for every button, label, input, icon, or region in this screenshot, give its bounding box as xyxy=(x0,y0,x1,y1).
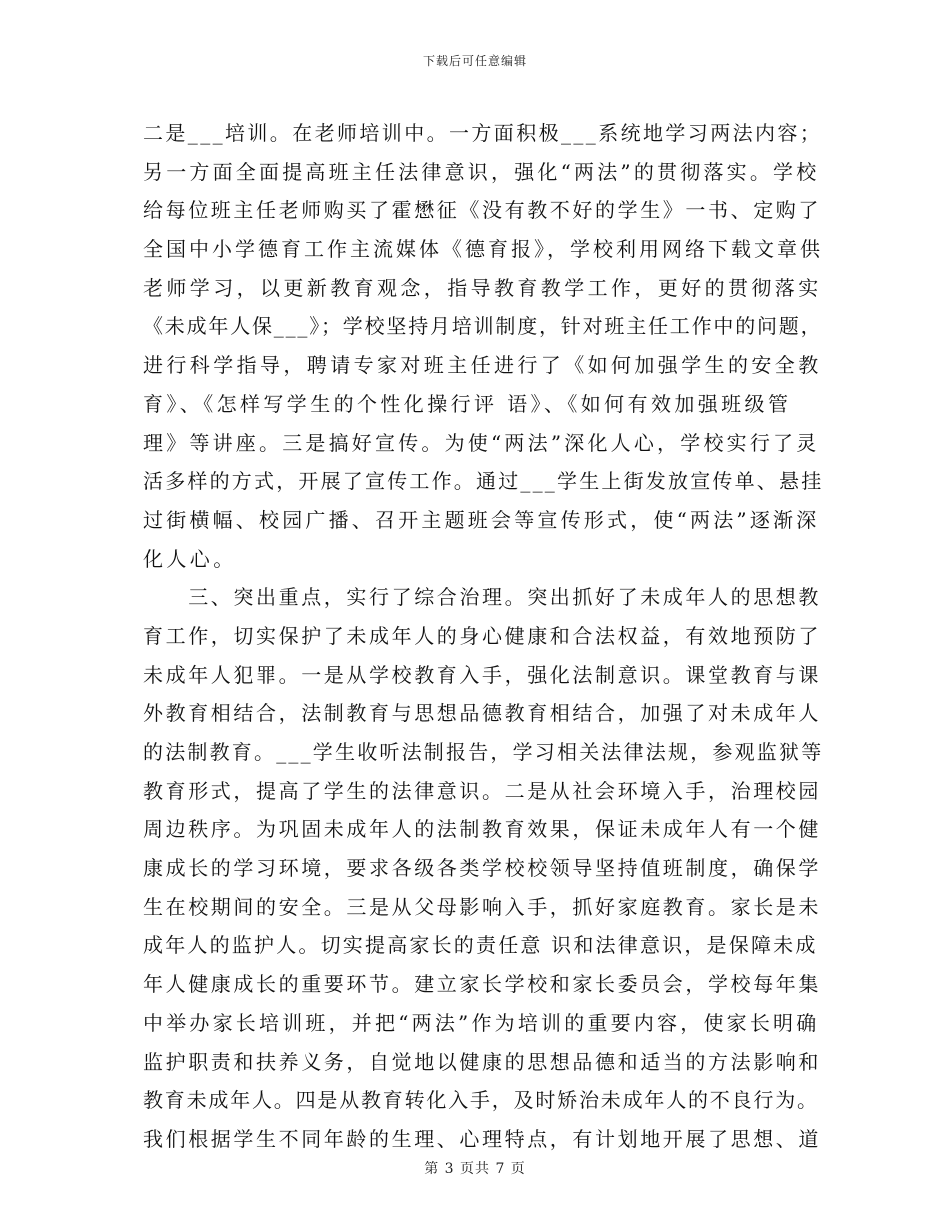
text-line: 给每位班主任老师购买了霍懋征《没有教不好的学生》一书、定购了 xyxy=(143,198,821,223)
text-line: 教育未成年人。四是从教育转化入手，及时矫治未成年人的不良行为。 xyxy=(143,1088,819,1113)
text-line: 理》等讲座。三是搞好宣传。为使“两法”深化人心，学校实行了灵 xyxy=(143,430,820,455)
text-line: 活多样的方式，开展了宣传工作。通过___学生上街发放宣传单、悬挂 xyxy=(143,469,824,494)
text-line: 未成年人犯罪。一是从学校教育入手，强化法制意识。课堂教育与课 xyxy=(143,662,821,687)
text-line: 过街横幅、校园广播、召开主题班会等宣传形式，使“两法”逐渐深 xyxy=(143,507,820,532)
text-line: 周边秩序。为巩固未成年人的法制教育效果，保证未成年人有一个健 xyxy=(143,817,821,842)
text-line: 我们根据学生不同年龄的生理、心理特点，有计划地开展了思想、道 xyxy=(143,1126,821,1151)
text-line: 另一方面全面提高班主任法律意识，强化“两法”的贯彻落实。学校 xyxy=(143,159,820,184)
text-line: 全国中小学德育工作主流媒体《德育报》，学校利用网络下载文章供 xyxy=(143,237,823,262)
text-line: 《未成年人保___》；学校坚持月培训制度，针对班主任工作中的问题， xyxy=(143,314,823,339)
text-line: 老师学习，以更新教育观念，指导教育教学工作，更好的贯彻落实 xyxy=(143,275,822,300)
text-line: 中举办家长培训班，并把“两法”作为培训的重要内容，使家长明确 xyxy=(143,1010,820,1035)
text-line: 生在校期间的安全。三是从父母影响入手，抓好家庭教育。家长是未 xyxy=(143,894,821,919)
text-line: 年人健康成长的重要环节。建立家长学校和家长委员会，学校每年集 xyxy=(143,972,821,997)
text-line: 的法制教育。___学生收听法制报告，学习相关法律法规，参观监狱等 xyxy=(143,740,824,764)
text-line: 育工作，切实保护了未成年人的身心健康和合法权益，有效地预防了 xyxy=(143,623,821,648)
text-line: 育》、《怎样写学生的个性化操行评 语》、《如何有效加强班级管 xyxy=(143,391,792,416)
text-line: 成年人的监护人。切实提高家长的责任意 识和法律意识，是保障未成 xyxy=(143,933,818,958)
text-line: 化人心。 xyxy=(143,546,237,571)
text-line: 教育形式，提高了学生的法律意识。二是从社会环境入手，治理校园 xyxy=(143,778,821,803)
page-footer: 第 3 页共 7 页 xyxy=(424,1161,526,1177)
text-line: 监护职责和扶养义务，自觉地以健康的思想品德和适当的方法影响和 xyxy=(143,1049,821,1074)
body-text xyxy=(143,114,823,1159)
text-line: 进行科学指导，聘请专家对班主任进行了《如何加强学生的安全教 xyxy=(143,353,822,378)
text-line: 二是___培训。在老师培训中。一方面积极___系统地学习两法内容； xyxy=(143,121,823,145)
text-line: 外教育相结合，法制教育与思想品德教育相结合，加强了对未成年人 xyxy=(143,701,821,726)
page-header: 下载后可任意编辑 xyxy=(422,54,527,68)
text-line: 三、突出重点，实行了综合治理。突出抓好了未成年人的思想教 xyxy=(143,585,821,610)
text-line: 康成长的学习环境，要求各级各类学校校领导坚持值班制度，确保学 xyxy=(143,856,821,881)
